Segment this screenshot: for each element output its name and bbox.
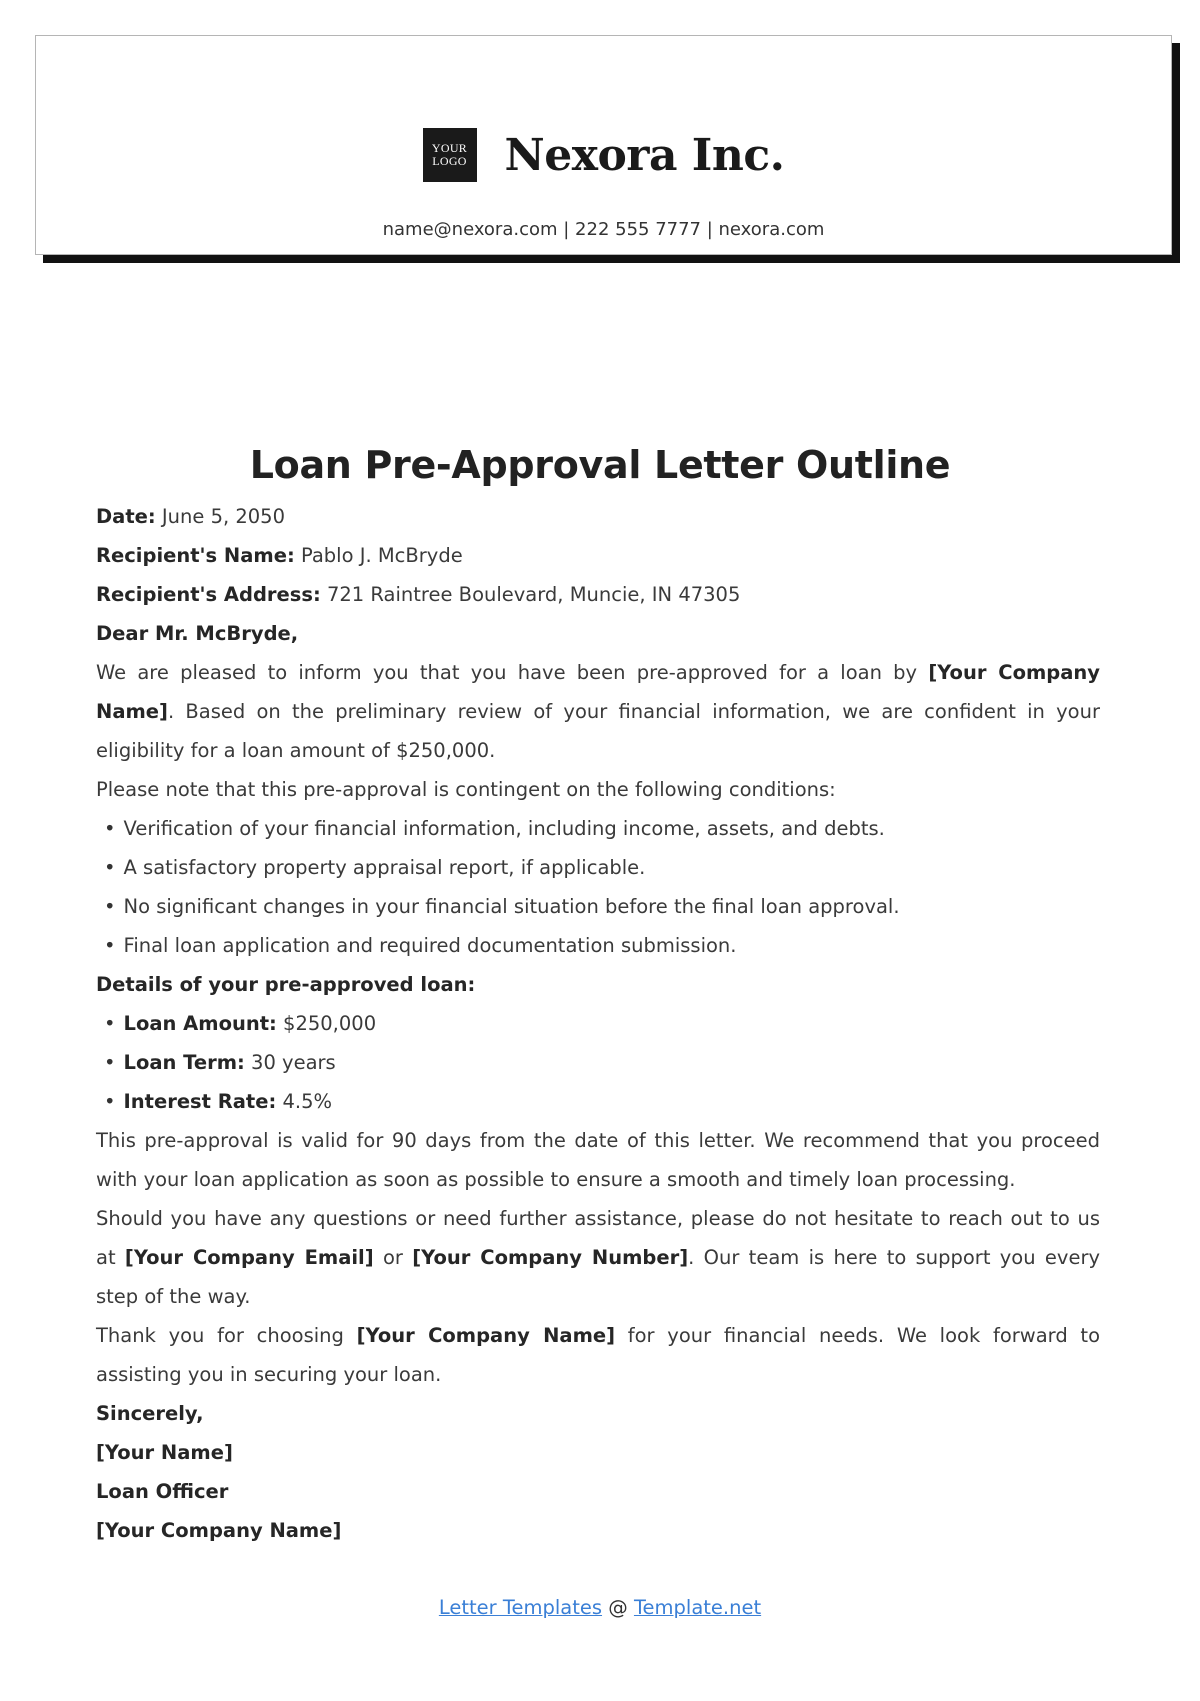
paragraph-intro-text-a: We are pleased to inform you that you have been pre-approved for a loan by <box>96 661 929 684</box>
detail-value: 4.5% <box>276 1090 333 1113</box>
company-email-placeholder: [Your Company Email] <box>124 1246 374 1269</box>
logo-text-line1: YOUR <box>431 141 468 155</box>
list-item <box>96 1043 1100 1082</box>
paragraph-intro-text-b: . Based on the preliminary review of your financial information, we are confident in your eligibility for a loan amount of $250,000. <box>96 700 1100 762</box>
company-name: Nexora Inc. <box>504 129 785 181</box>
list-item: • Final loan application and required documentation submission. <box>96 926 1100 965</box>
signer-position-text: Loan Officer <box>96 1480 229 1503</box>
signer-company <box>96 1511 1100 1550</box>
sign-off-text: Sincerely, <box>96 1402 204 1425</box>
list-item: • Verification of your financial information, including income, assets, and debts. <box>96 809 1100 848</box>
list-item: • No significant changes in your financial situation before the final loan approval. <box>96 887 1100 926</box>
recipient-name-line <box>96 536 1100 575</box>
conditions-list <box>96 809 1100 965</box>
salutation-text: Dear Mr. McBryde, <box>96 622 299 645</box>
list-item <box>96 1004 1100 1043</box>
recipient-name-value: Pablo J. McBryde <box>294 544 463 567</box>
document-title: Loan Pre-Approval Letter Outline <box>249 443 951 487</box>
detail-value: 30 years <box>244 1051 336 1074</box>
sign-off <box>96 1394 1100 1433</box>
paragraph-contact-text-a: Should you have any questions or need further assistance, please do not hesitate to reach out to us at <box>96 1207 1100 1269</box>
company-name-placeholder: [Your Company Name] <box>356 1324 616 1347</box>
company-name-placeholder: [Your Company Name] <box>96 661 1100 723</box>
letter-body <box>96 497 1100 1550</box>
detail-label: Loan Amount: <box>123 1012 277 1035</box>
letter-templates-link[interactable]: Letter Templates <box>438 1596 603 1619</box>
conditions-intro: Please note that this pre-approval is contingent on the following conditions: <box>96 778 836 801</box>
detail-value: $250,000 <box>276 1012 377 1035</box>
signer-company-text: [Your Company Name] <box>96 1519 342 1542</box>
signer-name-text: [Your Name] <box>96 1441 233 1464</box>
letterhead <box>35 35 1172 255</box>
paragraph-intro <box>96 653 1100 770</box>
list-item: • A satisfactory property appraisal report, if applicable. <box>96 848 1100 887</box>
recipient-name-label: Recipient's Name: <box>96 544 295 567</box>
company-number-placeholder: [Your Company Number] <box>412 1246 689 1269</box>
details-list <box>96 1004 1100 1121</box>
contact-info: name@nexora.com | 222 555 7777 | nexora.com <box>382 219 825 240</box>
paragraph-contact-text-b: or <box>373 1246 413 1269</box>
signer-name <box>96 1433 1100 1472</box>
logo <box>423 128 477 182</box>
date-label: Date: <box>96 505 156 528</box>
detail-label: Loan Term: <box>123 1051 245 1074</box>
paragraph-thanks-text-a: Thank you for choosing <box>96 1324 357 1347</box>
footer-attribution <box>0 1596 1200 1619</box>
paragraph-thanks-text-b: for your financial needs. We look forward to assisting you in securing your loan. <box>96 1324 1101 1386</box>
details-heading-text: Details of your pre-approved loan: <box>96 973 476 996</box>
logo-text-line2: LOGO <box>432 154 467 168</box>
details-heading <box>96 965 1100 1004</box>
recipient-address-label: Recipient's Address: <box>96 583 321 606</box>
paragraph-contact <box>96 1199 1100 1316</box>
brand-row <box>36 128 1171 182</box>
list-item <box>96 1082 1100 1121</box>
detail-label: Interest Rate: <box>123 1090 277 1113</box>
footer-separator: @ <box>602 1596 634 1619</box>
paragraph-contact-text-c: . Our team is here to support you every step of the way. <box>96 1246 1100 1308</box>
signer-position <box>96 1472 1100 1511</box>
paragraph-thanks <box>96 1316 1100 1394</box>
paragraph-validity: This pre-approval is valid for 90 days from the date of this letter. We recommend that you proceed with your loan application as soon as possible to ensure a smooth and timely loan processing. <box>96 1129 1100 1191</box>
salutation <box>96 614 1100 653</box>
date-line <box>96 497 1100 536</box>
template-net-link[interactable]: Template.net <box>633 1596 762 1619</box>
recipient-address-value: 721 Raintree Boulevard, Muncie, IN 47305 <box>320 583 741 606</box>
recipient-address-line <box>96 575 1100 614</box>
date-value: June 5, 2050 <box>155 505 285 528</box>
